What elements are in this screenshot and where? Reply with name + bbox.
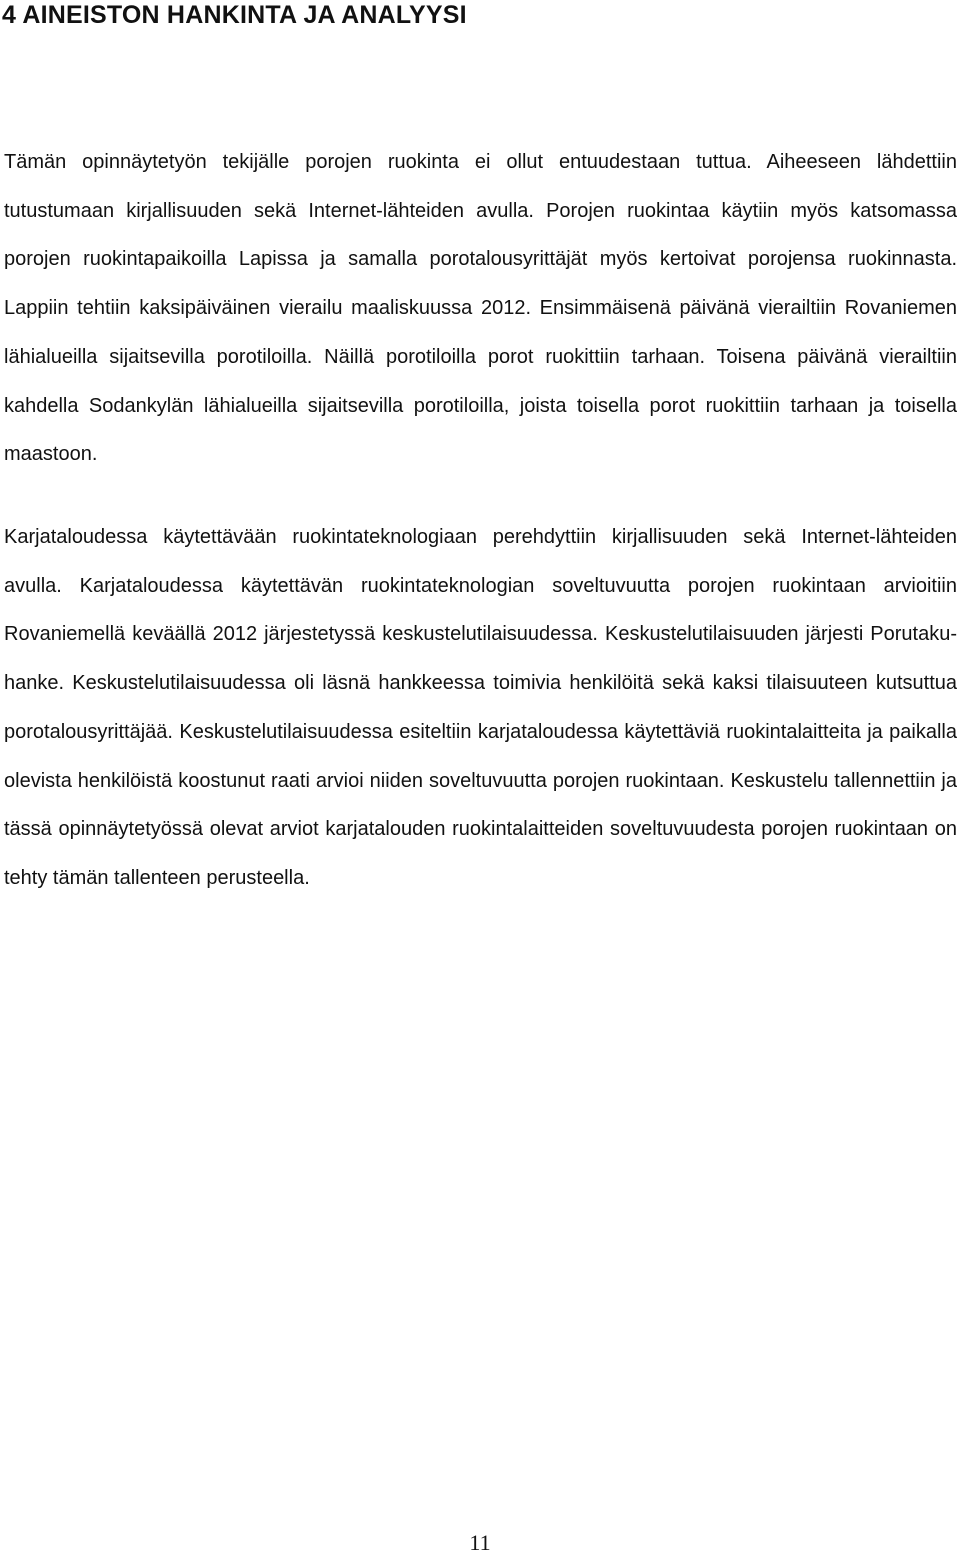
section-heading: 4 AINEISTON HANKINTA JA ANALYYSI [2,1,467,29]
paragraph-sources: Tämän opinnäytetyön tekijälle porojen ruokinta ei ollut entuudestaan tuttua. Aiheeseen lähdettiin tutustumaan kirjallisuuden sekä Internet-lähteiden avulla. Porojen ruokintaa käytiin myös katsomassa porojen ruokintapaikoilla Lapissa ja samalla porotalousyrittäjät myös kertoivat porojensa ruokinnasta. Lappiin tehtiin kaksipäiväinen vierailu maaliskuussa 2012. Ensimmäisenä päivänä vierailtiin Rovaniemen lähialueilla sijaitsevilla porotiloilla. Näillä porotiloilla porot ruokittiin tarhaan. Toisena päivänä vierailtiin kahdella Sodankylän lähialueilla sijaitsevilla porotiloilla, joista toisella porot ruokittiin tarhaan ja toisella maastoon. [4,151,957,466]
paragraph-feeding-technology: Karjataloudessa käytettävään ruokintateknologiaan perehdyttiin kirjallisuuden sekä Internet-lähteiden avulla. Karjataloudessa käytettävän ruokintateknologian soveltuvuutta porojen ruokintaan arvioitiin Rovaniemellä keväällä 2012 järjestetyssä keskustelutilaisuudessa. Keskustelutilaisuuden järjesti Porutaku-hanke. Keskustelutilaisuudessa oli läsnä hankkeessa toimivia henkilöitä sekä kaksi tilaisuuteen kutsuttua porotalousyrittäjää. Keskustelutilaisuudessa esiteltiin karjataloudessa käytettäviä ruokintalaitteita ja paikalla olevista henkilöistä koostunut raati arvioi niiden soveltuvuutta porojen ruokintaan. Keskustelu tallennettiin ja tässä opinnäytetyössä olevat arviot karjatalouden ruokintalaitteiden soveltuvuudesta porojen ruokintaan on tehty tämän tallenteen perusteella. [4,526,957,889]
page-number: 11 [469,1530,491,1555]
